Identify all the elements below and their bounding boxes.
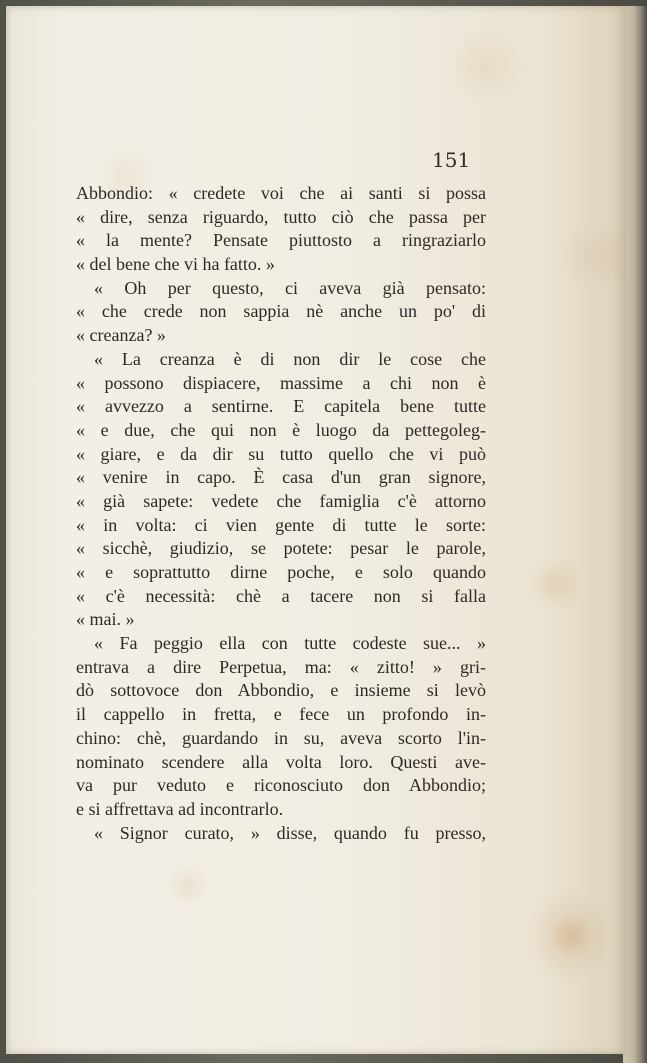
text-line: « dire, senza riguardo, tutto ciò che passa per [76, 206, 486, 227]
text-line: chino: chè, guardando in su, aveva scorto l'in- [76, 727, 486, 748]
text-line: « giare, e da dir su tutto quello che vi può [76, 443, 486, 464]
text-line: « Oh per questo, ci aveva già pensato: [94, 277, 486, 298]
text-line: « e soprattutto dirne poche, e solo quando [76, 562, 486, 582]
text-line: entrava a dire Perpetua, ma: « zitto! » gri- [76, 656, 486, 677]
text-line: « che crede non sappia nè anche un po' di [76, 301, 486, 322]
text-line: « creanza? » [76, 325, 166, 346]
text-line: « e due, che qui non è luogo da pettegoleg- [76, 419, 486, 440]
text-line: « Signor curato, » disse, quando fu presso, [94, 822, 486, 843]
text-line: « La creanza è di non dir le cose che [94, 348, 486, 369]
text-line: dò sottovoce don Abbondio, e insieme si levò [76, 680, 486, 701]
text-line: « venire in capo. È casa d'un gran signore, [76, 467, 486, 488]
text-line: « mai. » [76, 609, 135, 630]
text-line: « c'è necessità: chè a tacere non si falla [76, 585, 486, 606]
text-line: « la mente? Pensate piuttosto a ringraziarlo [76, 230, 486, 251]
text-line: « possono dispiacere, massime a chi non è [76, 372, 486, 393]
text-line: va pur veduto e riconosciuto don Abbondio; [76, 775, 486, 796]
text-line: e si affrettava ad incontrarlo. [76, 798, 284, 819]
text-line: « Fa peggio ella con tutte codeste sue... » [94, 633, 486, 654]
text-line: Abbondio: « credete voi che ai santi si possa [76, 183, 486, 203]
text-line: « avvezzo a sentirne. E capitela bene tutte [76, 396, 486, 417]
page-number: 151 [432, 148, 471, 172]
book-page [6, 6, 626, 1054]
text-line: nominato scendere alla volta loro. Questi ave- [76, 751, 486, 772]
page-edge [623, 6, 647, 1063]
text-line: il cappello in fretta, e fece un profondo in- [76, 704, 486, 725]
text-block [76, 182, 486, 845]
text-line: « già sapete: vedete che famiglia c'è attorno [76, 490, 486, 511]
text-line: « sicchè, giudizio, se potete: pesar le parole, [76, 538, 486, 559]
text-line: « del bene che vi ha fatto. » [76, 254, 275, 275]
text-line: « in volta: ci vien gente di tutte le sorte: [76, 514, 486, 535]
